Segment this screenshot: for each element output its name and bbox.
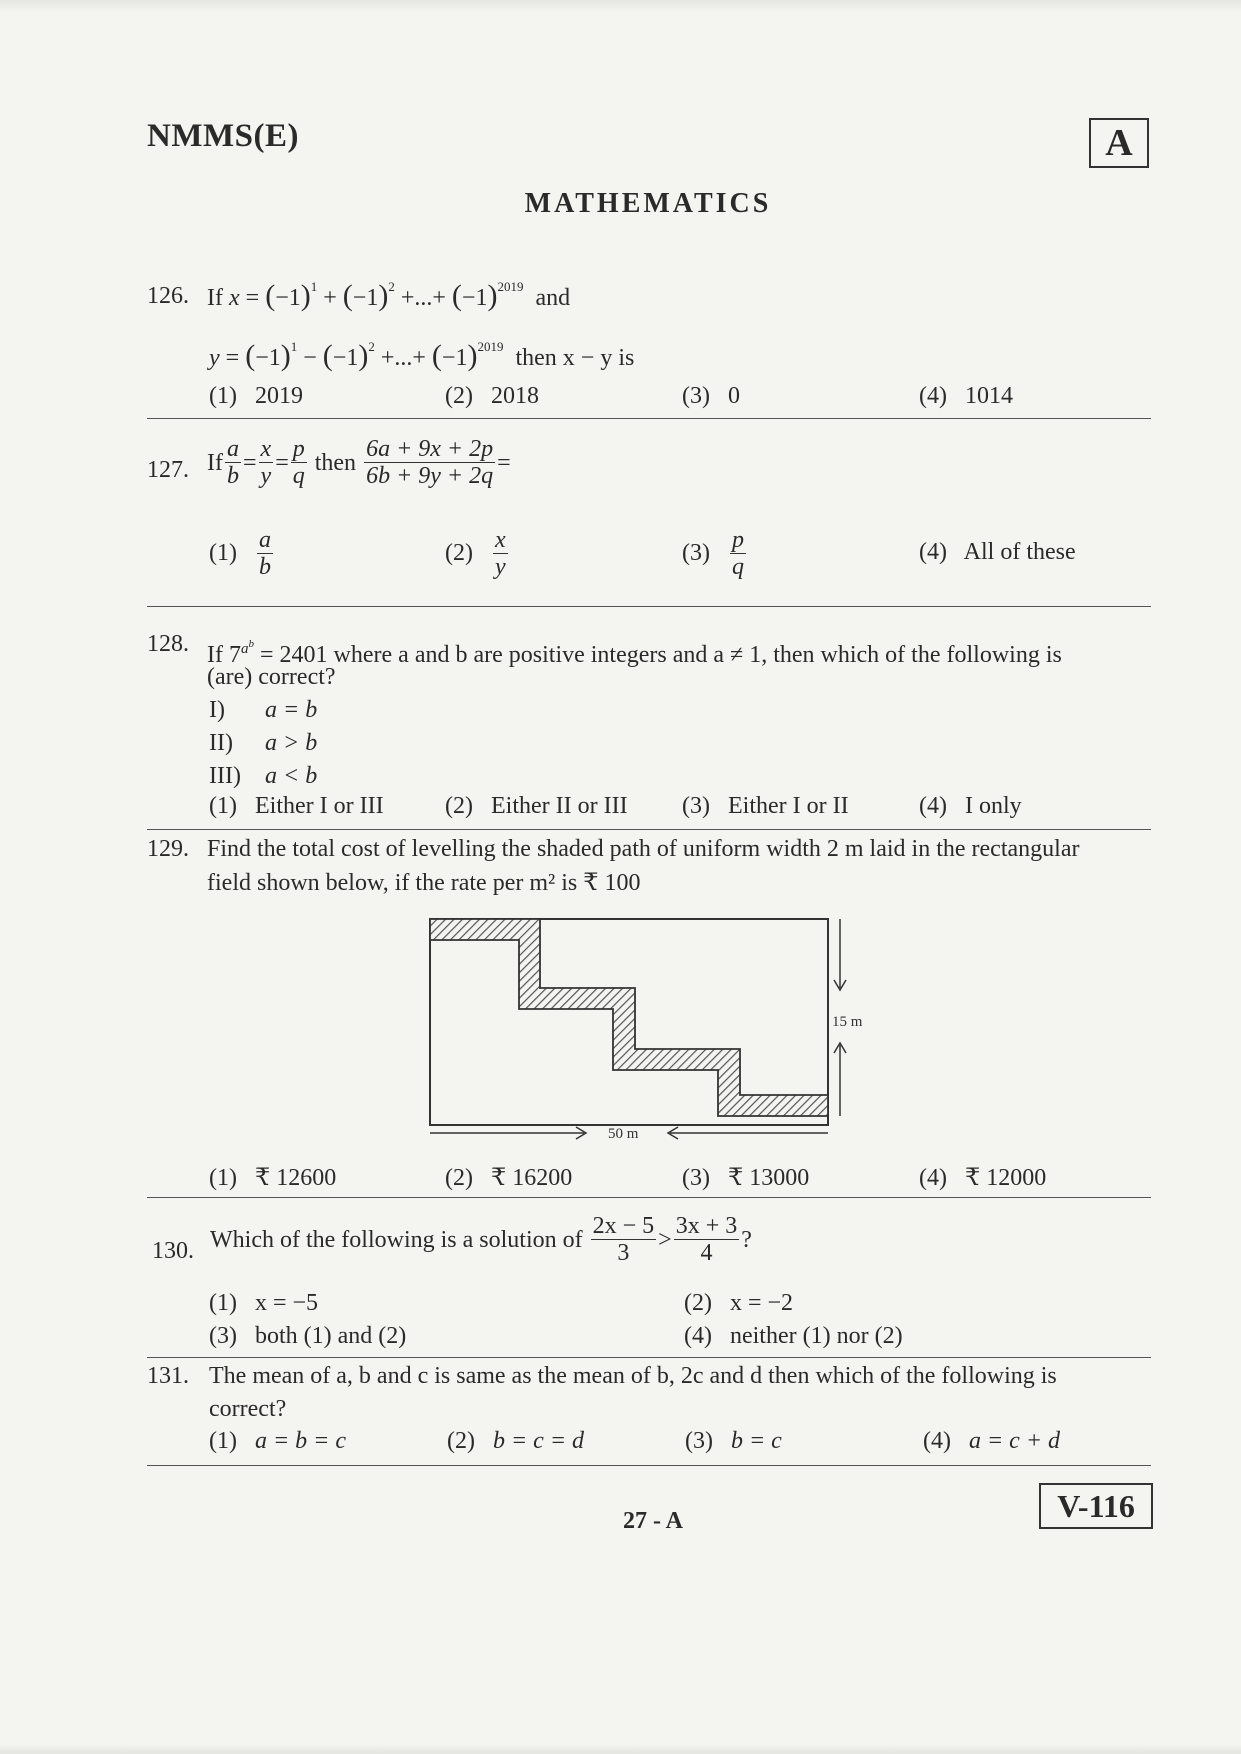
- options-126: [209, 383, 1149, 415]
- booklet-code-box: V-116: [1039, 1483, 1153, 1529]
- divider: [147, 829, 1151, 830]
- options-130: [209, 1290, 1149, 1356]
- expression-numerator: 6a + 9x + 2p: [366, 436, 494, 462]
- option-label: (3): [682, 383, 710, 409]
- option-4[interactable]: [919, 539, 1076, 566]
- option-label: (2): [445, 383, 473, 409]
- option-text: x = −2: [729, 1290, 794, 1316]
- option-label: (4): [919, 383, 947, 409]
- option-3[interactable]: [682, 793, 849, 820]
- question-number: 129.: [147, 836, 189, 862]
- option-denominator: y: [494, 554, 506, 580]
- if-word: If: [207, 449, 223, 476]
- statement-text: a < b: [265, 763, 318, 789]
- option-label: (4): [919, 539, 947, 565]
- option-label: (3): [209, 1323, 237, 1349]
- lhs-numerator: 2x − 5: [592, 1213, 655, 1239]
- option-label: (3): [682, 540, 710, 566]
- option-text: x = −5: [254, 1290, 319, 1316]
- options-127: [209, 527, 1149, 597]
- question-number: 126.: [147, 283, 189, 309]
- rhs-numerator: 3x + 3: [675, 1213, 738, 1239]
- question-130: [147, 1213, 1151, 1283]
- question-text-line1: Find the total cost of levelling the shaded path of uniform width 2 m laid in the rectangular: [207, 836, 1080, 862]
- option-3[interactable]: [682, 527, 748, 580]
- statement-text: a > b: [265, 730, 318, 756]
- question-126-line2: $y = (-1)^1 - (-1)^2$ +...+ $(-1)^{2019}$ then x − y is: [209, 339, 635, 372]
- option-text: ₹ 12600: [254, 1165, 337, 1191]
- option-label: (2): [445, 1165, 473, 1191]
- option-2[interactable]: [684, 1290, 793, 1317]
- option-4[interactable]: [923, 1428, 1060, 1455]
- statement-label: II): [209, 730, 233, 756]
- question-text: Which of the following is a solution of $\frac{2x - 5}{3}$ > $\frac{3x + 3}{4}$ ?: [210, 1213, 752, 1266]
- option-text: both (1) and (2): [254, 1323, 407, 1349]
- option-text: All of these: [963, 539, 1076, 565]
- option-label: (1): [209, 793, 237, 819]
- width-label: 50 m: [608, 1126, 639, 1142]
- divider: [147, 418, 1151, 419]
- question-text: If $x = (-1)^1 + (-1)^2$ +...+ $(-1)^{2019}$ and: [207, 279, 571, 312]
- scan-edge-top: [0, 0, 1241, 12]
- divider: [147, 1465, 1151, 1466]
- option-4[interactable]: [919, 383, 1013, 410]
- statement-label: I): [209, 697, 225, 723]
- option-denominator: q: [731, 554, 744, 580]
- option-3[interactable]: [685, 1428, 782, 1455]
- then-word: then: [314, 449, 357, 476]
- option-text: ₹ 12000: [964, 1165, 1047, 1191]
- option-2[interactable]: [445, 527, 510, 580]
- option-3[interactable]: [682, 383, 740, 410]
- option-3[interactable]: [682, 1163, 809, 1192]
- statement-3: [209, 760, 317, 792]
- option-label: (2): [445, 540, 473, 566]
- option-1[interactable]: [209, 527, 275, 580]
- option-1[interactable]: [209, 793, 384, 820]
- option-denominator: b: [258, 554, 271, 580]
- option-numerator: a: [258, 527, 271, 553]
- question-127: [147, 436, 1151, 506]
- option-text: Either II or III: [490, 793, 628, 819]
- exam-title: NMMS(E): [147, 118, 299, 154]
- option-1[interactable]: [209, 1163, 336, 1192]
- option-label: (4): [919, 1165, 947, 1191]
- option-text: 1014: [964, 383, 1013, 409]
- option-label: (1): [209, 1290, 237, 1316]
- question-stem: Which of the following is a solution of: [210, 1226, 583, 1253]
- statement-1: [209, 694, 317, 726]
- rhs-denominator: 4: [700, 1240, 713, 1266]
- option-1[interactable]: [209, 1428, 346, 1455]
- options-131: [209, 1428, 1149, 1460]
- option-text: Either I or III: [254, 793, 384, 819]
- option-text: neither (1) nor (2): [729, 1323, 903, 1349]
- statement-2: [209, 727, 317, 759]
- question-text: where a and b are positive integers and a ≠ 1, then which of the following is: [333, 642, 1062, 668]
- option-1[interactable]: [209, 1290, 318, 1317]
- shaded-path: [430, 919, 828, 1116]
- option-3[interactable]: [209, 1323, 406, 1350]
- statement-text: a = b: [265, 697, 318, 723]
- option-text: 2019: [254, 383, 303, 409]
- expression-denominator: 6b + 9y + 2q: [366, 463, 494, 489]
- then-word: then x − y is: [515, 345, 635, 371]
- question-text-line1: If $7^{a^b} = 2401$ where a and b are positive integers and a ≠ 1, then which of the following is: [207, 638, 1062, 668]
- height-label: 15 m: [832, 1014, 863, 1030]
- option-text: b = c: [730, 1428, 782, 1454]
- option-4[interactable]: [684, 1323, 903, 1350]
- option-4[interactable]: [919, 793, 1022, 820]
- option-2[interactable]: [445, 1163, 572, 1192]
- option-label: (3): [685, 1428, 713, 1454]
- option-2[interactable]: [447, 1428, 584, 1455]
- option-numerator: p: [731, 527, 744, 553]
- option-label: (3): [682, 793, 710, 819]
- option-label: (1): [209, 540, 237, 566]
- option-2[interactable]: [445, 383, 539, 410]
- option-label: (1): [209, 1428, 237, 1454]
- question-number: 128.: [147, 631, 189, 657]
- options-128: [209, 793, 1149, 825]
- question-number: 131.: [147, 1363, 189, 1389]
- option-text: 2018: [490, 383, 539, 409]
- question-text: If $\frac{a}{b}$ = $\frac{x}{y}$ = $\frac{p}{q}$ then $\frac{6a + 9x + 2p}{6b + 9y + 2q}$ =: [207, 436, 511, 489]
- question-text-line2: field shown below, if the rate per m² is ₹ 100: [207, 870, 641, 896]
- option-label: (4): [923, 1428, 951, 1454]
- divider: [147, 1197, 1151, 1198]
- option-4[interactable]: [919, 1163, 1046, 1192]
- divider: [147, 606, 1151, 607]
- option-1[interactable]: [209, 383, 303, 410]
- option-label: (3): [682, 1165, 710, 1191]
- option-label: (2): [447, 1428, 475, 1454]
- path-field-diagram: [420, 910, 880, 1150]
- option-label: (2): [684, 1290, 712, 1316]
- option-label: (4): [919, 793, 947, 819]
- option-text: a = b = c: [254, 1428, 347, 1454]
- if-word: If: [207, 285, 223, 311]
- option-text: 0: [727, 383, 740, 409]
- question-number: 130.: [152, 1238, 194, 1264]
- options-129: [209, 1163, 1149, 1195]
- question-text-line2: correct?: [209, 1396, 287, 1422]
- and-word: and: [535, 285, 571, 311]
- option-text: I only: [964, 793, 1022, 819]
- option-label: (4): [684, 1323, 712, 1349]
- question-number: 127.: [147, 457, 189, 483]
- option-text: Either I or II: [727, 793, 849, 819]
- option-2[interactable]: [445, 793, 628, 820]
- option-text: ₹ 16200: [490, 1165, 573, 1191]
- option-text: ₹ 13000: [727, 1165, 810, 1191]
- scan-edge-bottom: [0, 1744, 1241, 1754]
- lhs-denominator: 3: [617, 1240, 630, 1266]
- question-text-line2: (are) correct?: [207, 664, 336, 690]
- option-numerator: x: [494, 527, 506, 553]
- option-label: (1): [209, 1165, 237, 1191]
- set-code-box: A: [1089, 118, 1149, 168]
- page-number: 27 - A: [623, 1508, 683, 1534]
- option-text: a = c + d: [968, 1428, 1061, 1454]
- subject-heading: MATHEMATICS: [524, 188, 772, 219]
- option-text: b = c = d: [492, 1428, 585, 1454]
- option-label: (2): [445, 793, 473, 819]
- statement-label: III): [209, 763, 241, 789]
- option-label: (1): [209, 383, 237, 409]
- question-text-line1: The mean of a, b and c is same as the mean of b, 2c and d then which of the following is: [209, 1363, 1057, 1389]
- divider: [147, 1357, 1151, 1358]
